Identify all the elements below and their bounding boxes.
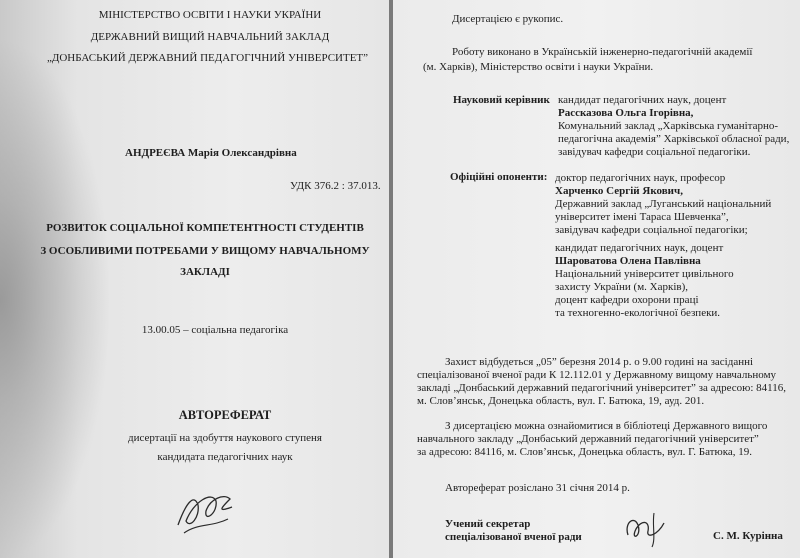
supervisor-line-1: кандидат педагогічних наук, доцент [558,94,727,106]
university-heading: „ДОНБАСЬКИЙ ДЕРЖАВНИЙ ПЕДАГОГІЧНИЙ УНІВЕРСИТЕТ” [46,52,369,64]
defense-line-2: спеціалізованої вченої ради К 12.112.01 у Державному вищому навчальному [417,369,777,381]
secretary-signature-icon [618,505,688,550]
secretary-name: С. М. Курінна [713,530,783,542]
institution-heading: ДЕРЖАВНИЙ ВИЩИЙ НАВЧАЛЬНИЙ ЗАКЛАД [90,31,330,43]
opponent-2-name: Шароватова Олена Павлівна [555,255,701,267]
ministry-heading: МІНІСТЕРСТВО ОСВІТИ І НАУКИ УКРАЇНИ [98,9,322,21]
opponent-1-line-1: доктор педагогічних наук, професор [555,172,726,184]
opponent-1-line-5: завідувач кафедри соціальної педагогіки; [555,224,748,236]
secretary-title-line-1: Учений секретар [445,518,531,530]
library-line-1: З дисертацією можна ознайомитися в бібліотеці Державного вищого [445,420,768,432]
opponent-1-line-4: університет імені Тараса Шевченка”, [555,211,729,223]
supervisor-line-5: завідувач кафедри соціальної педагогіки. [558,146,751,158]
work-done-line-2: (м. Харків), Міністерство освіти і науки України. [423,61,654,73]
opponent-2-line-5: доцент кафедри охорони праці [555,294,699,306]
right-page [393,0,800,558]
degree-line-2: кандидата педагогічних наук [157,451,293,463]
opponent-2-line-1: кандидат педагогічних наук, доцент [555,242,724,254]
opponent-2-line-3: Національний університет цивільного [555,268,734,280]
supervisor-label: Науковий керівник [453,94,550,106]
degree-line-1: дисертації на здобуття наукового ступеня [128,432,322,444]
dissertation-title-line-1: РОЗВИТОК СОЦІАЛЬНОЇ КОМПЕТЕНТНОСТІ СТУДЕНТІВ [46,222,364,234]
secretary-title-line-2: спеціалізованої вченої ради [445,531,582,543]
specialty: 13.00.05 – соціальна педагогіка [141,324,289,336]
doc-type: АВТОРЕФЕРАТ [178,408,272,422]
defense-line-1: Захист відбудеться „05” березня 2014 р. о 9.00 годині на засіданні [445,356,754,368]
library-line-3: за адресою: 84116, м. Слов’янськ, Донецька область, вул. Г. Батюка, 19. [417,446,753,458]
author-signature-icon [172,483,242,543]
opponent-1-line-3: Державний заклад „Луганський національний [555,198,772,210]
supervisor-line-3: Комунальний заклад „Харківська гуманітарно- [558,120,779,132]
opponent-1-name: Харченко Сергій Якович, [555,185,683,197]
defense-line-3: закладі „Донбаський державний педагогічний університет” за адресою: 84116, [417,382,786,394]
dissertation-title-line-3: ЗАКЛАДІ [180,266,230,278]
library-line-2: навчального закладу „Донбаський державний педагогічний університет” [417,433,759,445]
supervisor-name: Рассказова Ольга Ігорівна, [558,107,694,119]
opponent-2-line-6: та техногенно-екологічної безпеки. [555,307,721,319]
udk-code: УДК 376.2 : 37.013. [290,180,381,192]
author-name: АНДРЕЄВА Марія Олександрівна [125,147,297,159]
sent-date: Автореферат розіслано 31 січня 2014 р. [445,482,630,494]
work-done-line-1: Роботу виконано в Українській інженерно-педагогічній академії [452,46,753,58]
dissertation-title-line-2: З ОСОБЛИВИМИ ПОТРЕБАМИ У ВИЩОМУ НАВЧАЛЬНОМУ [40,245,370,257]
opponents-label: Офіційні опоненти: [450,171,548,183]
manuscript-note: Дисертацією є рукопис. [452,13,564,25]
left-page [0,0,389,558]
opponent-2-line-4: захисту України (м. Харків), [555,281,688,293]
defense-line-4: м. Слов’янськ, Донецька область, вул. Г. Батюка, 19, ауд. 201. [417,395,705,407]
supervisor-line-4: педагогічна академія” Харківської обласної ради, [558,133,790,145]
